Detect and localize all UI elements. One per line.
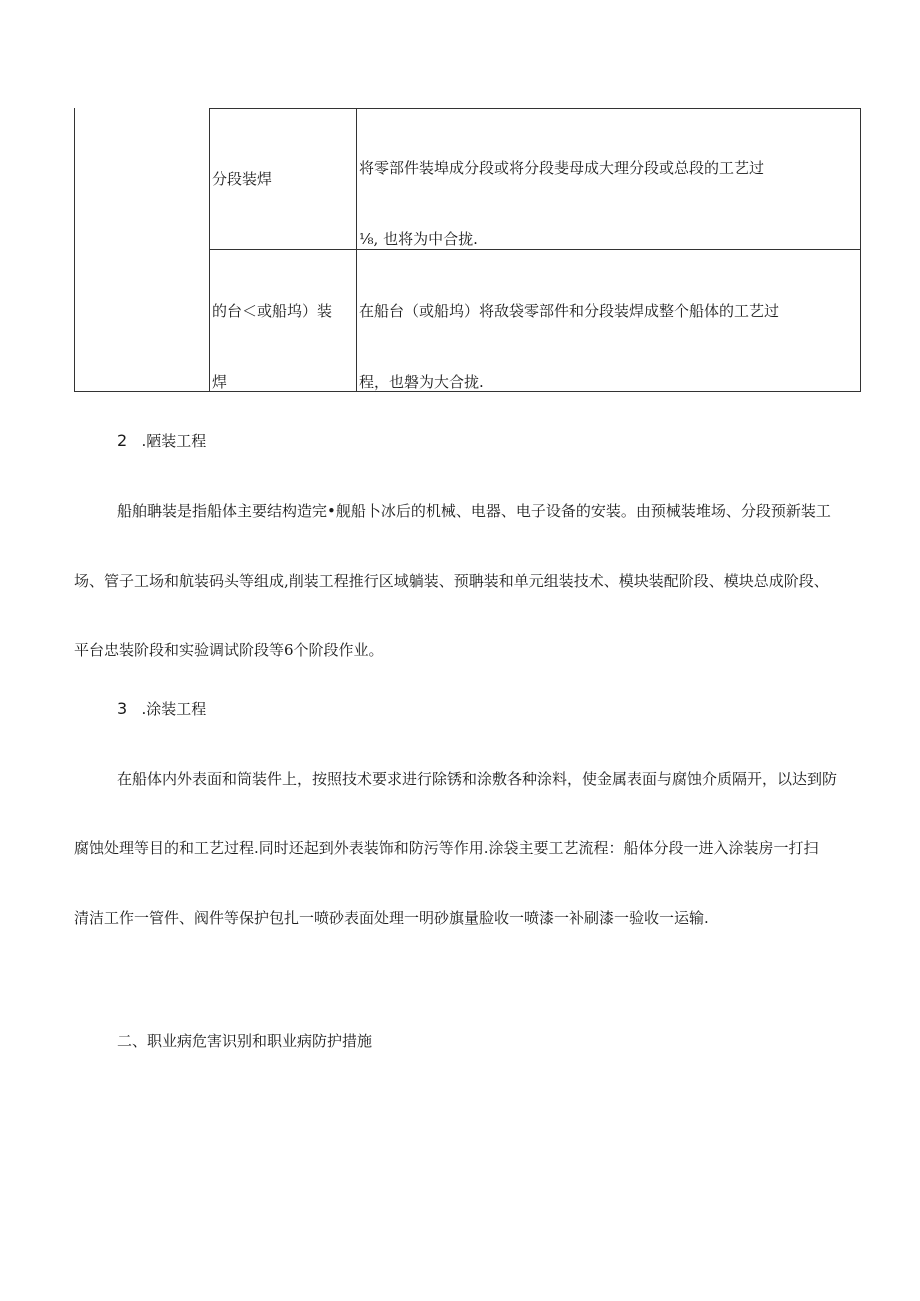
paragraph-line: 场、管子工场和航装码头等组成,削装工程推行区域躺装、预聃装和单元组装技术、模块装配阶段、模块总成阶段、	[74, 572, 829, 590]
process-description-line: 将零部件装埠成分段或将分段斐母成大理分段或总段的工艺过	[359, 159, 765, 177]
table-cell-process-name	[210, 109, 357, 249]
section-number: 3	[117, 699, 128, 718]
table-row	[209, 108, 861, 249]
paragraph-line: 清洁工作一管件、阀件等保护包扎一喷砂表面处理一明砂旗量脸收一喷漆一补刷漆一验收一运输.	[74, 909, 709, 927]
paragraph-line: 腐蚀处理等目的和工艺过程.同时还起到外表装饰和防污等作用.涂袋主要工艺流程：船体分段一进入涂装房一打扫	[74, 839, 819, 857]
process-table	[74, 108, 860, 392]
table-category-column	[75, 108, 209, 391]
process-name-text: 焊	[212, 373, 228, 391]
paragraph-line: 船舶聃装是指船体主要结构造完•舰船卜冰后的机械、电器、电子设备的安装。由预械装堆场、分段预新装工	[117, 502, 831, 520]
section-heading-3	[117, 698, 206, 720]
paragraph-line: 在船体内外表面和筒装件上，按照技术要求进行除锈和涂敷各种涂料，使金属表面与腐蚀介质隔开，以达到防	[117, 770, 838, 788]
process-description-line: 程，也磐为大合拢.	[359, 373, 484, 391]
table-cell-process-description	[357, 109, 860, 249]
paragraph-line: 平台忠装阶段和实验调试阶段等6个阶段作业。	[74, 641, 384, 659]
table-cell-process-name	[210, 250, 357, 392]
table-cell-process-description	[357, 250, 860, 392]
process-description-line: ⅛, 也将为中合拢.	[359, 230, 478, 248]
process-name-text: 分段装焊	[212, 170, 273, 188]
process-name-text: 的台＜或船坞）装	[212, 302, 333, 320]
chapter-heading: 二、职业病危害识别和职业病防护措施	[117, 1032, 373, 1050]
process-description-line: 在船台（或船坞）将敌袋零部件和分段装焊成整个船体的工艺过	[359, 302, 780, 320]
table-row	[209, 249, 861, 392]
section-title: .陋装工程	[141, 432, 207, 450]
section-number: 2	[117, 431, 128, 450]
section-heading-2	[117, 430, 206, 452]
section-title: .涂装工程	[141, 700, 207, 718]
